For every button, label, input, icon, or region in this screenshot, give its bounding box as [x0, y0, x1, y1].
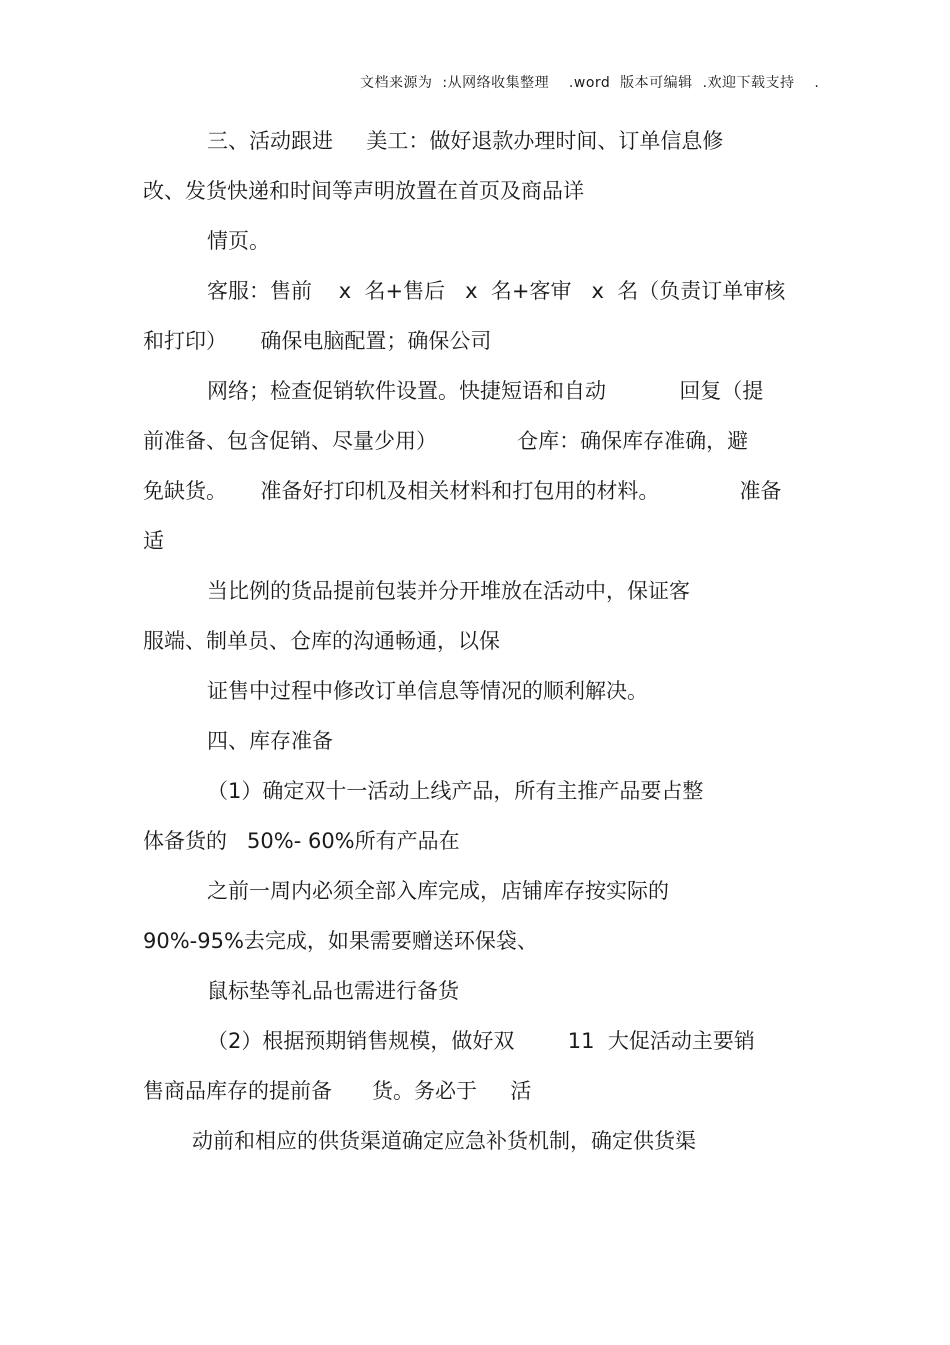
text-line-10: 当比例的货品提前包装并分开堆放在活动中，保证客 [207, 579, 690, 603]
text-line-19: （2）根据预期销售规模，做好双 11 大促活动主要销 [207, 1029, 755, 1053]
text-line-16: 之前一周内必须全部入库完成，店铺库存按实际的 [207, 879, 669, 903]
section-heading-inventory: 四、库存准备 [207, 729, 333, 753]
text-line-20: 售商品库存的提前备 货。务必于 活 [143, 1079, 532, 1103]
text-line-9: 适 [143, 529, 164, 553]
text-line-5: 和打印） 确保电脑配置；确保公司 [143, 329, 492, 353]
text-line-7: 前准备、包含促销、尽量少用） 仓库：确保库存准确，避 [143, 429, 749, 453]
page-header-note: 文档来源为 :从网络收集整理 .word 版本可编辑 .欢迎下载支持 . [360, 75, 820, 91]
text-line-8: 免缺货。 准备好打印机及相关材料和打包用的材料。 准备 [143, 479, 782, 503]
text-line-21: 动前和相应的供货渠道确定应急补货机制，确定供货渠 [192, 1129, 696, 1153]
text-line-1: 三、活动跟进 美工：做好退款办理时间、订单信息修 [207, 129, 724, 153]
text-line-6: 网络；检查促销软件设置。快捷短语和自动 回复（提 [207, 379, 764, 403]
text-line-14: （1）确定双十一活动上线产品，所有主推产品要占整 [207, 779, 704, 803]
text-line-4: 客服：售前 x 名+售后 x 名+客审 x 名（负责订单审核 [207, 279, 786, 303]
text-line-3: 情页。 [207, 229, 270, 253]
text-line-12: 证售中过程中修改订单信息等情况的顺利解决。 [207, 679, 648, 703]
text-line-18: 鼠标垫等礼品也需进行备货 [207, 979, 459, 1003]
text-line-15: 体备货的 50%- 60%所有产品在 [143, 829, 460, 853]
text-line-11: 服端、制单员、仓库的沟通畅通，以保 [143, 629, 500, 653]
text-line-2: 改、发货快递和时间等声明放置在首页及商品详 [143, 179, 584, 203]
text-line-17: 90%-95%去完成，如果需要赠送环保袋、 [143, 929, 538, 953]
